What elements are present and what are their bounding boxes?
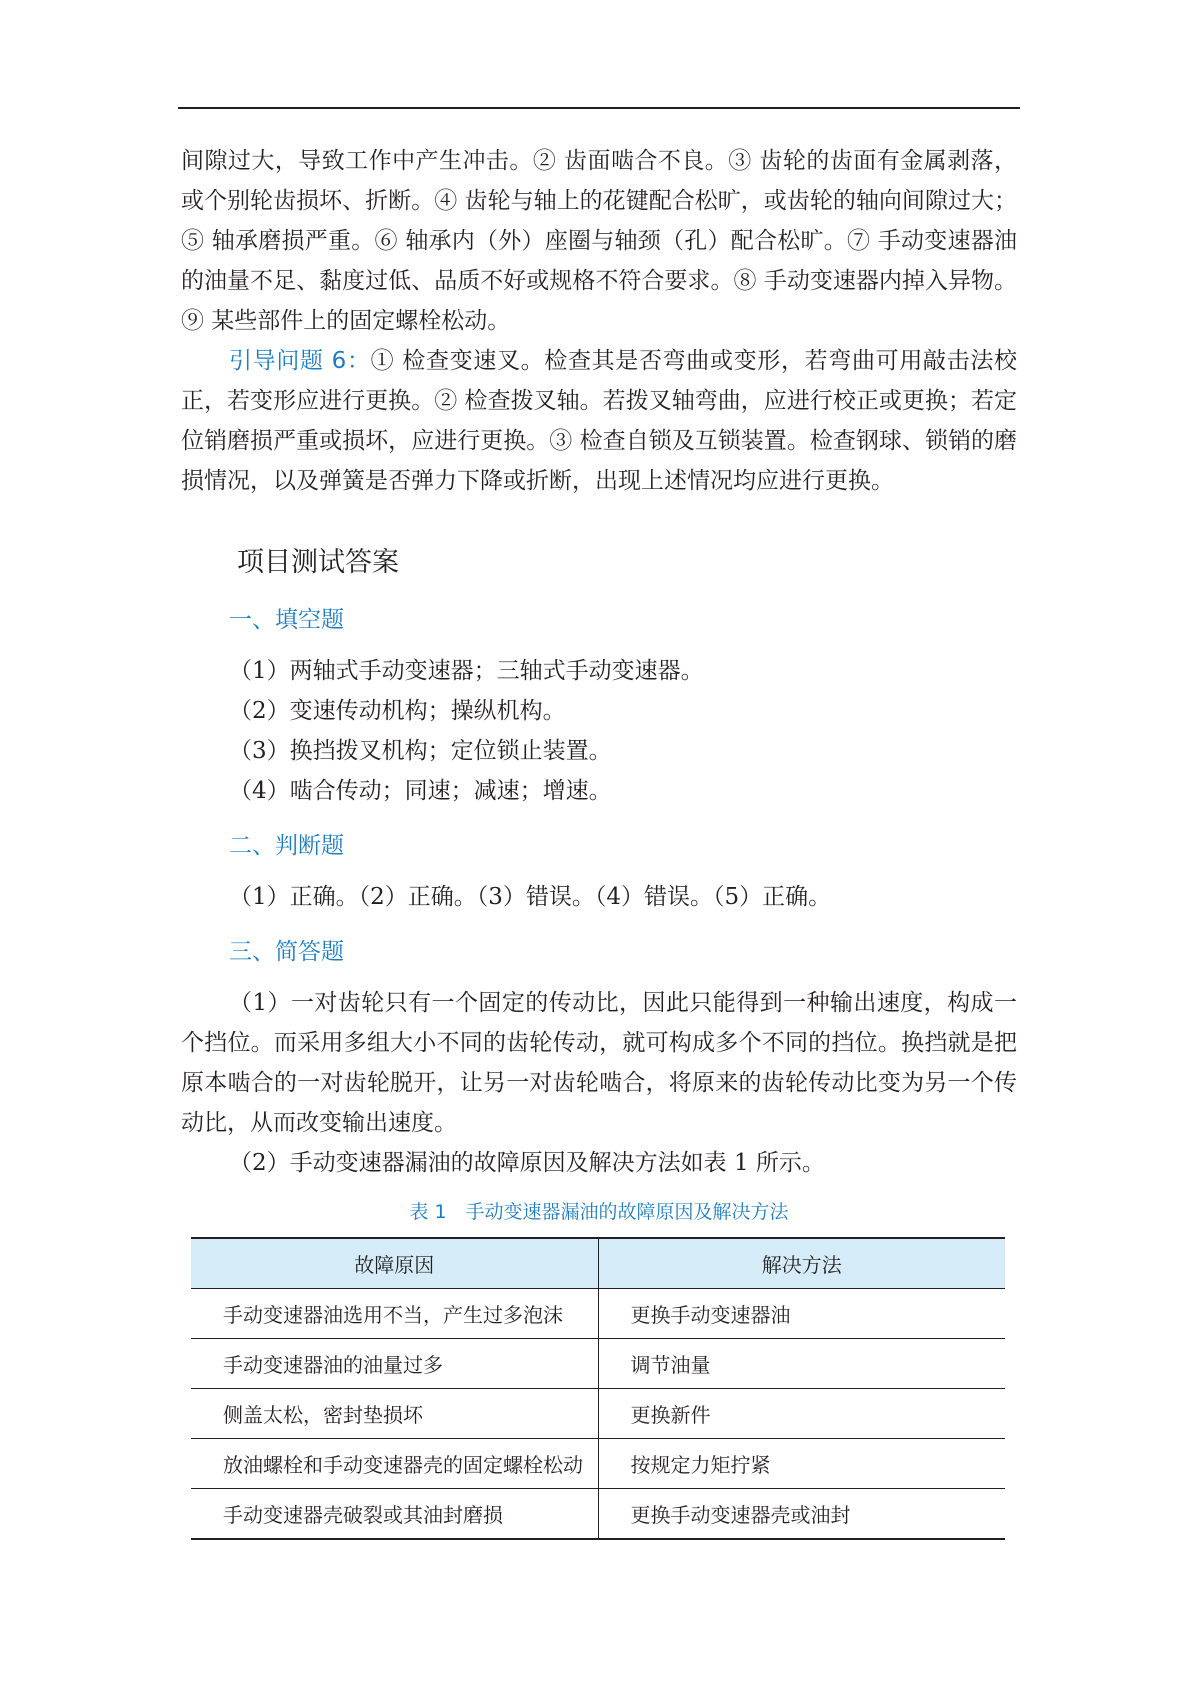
solution-cell: 更换手动变速器油 (598, 1289, 1005, 1339)
header-cause: 故障原因 (191, 1238, 598, 1289)
fill-item: （3）换挡拨叉机构；定位锁止装置。 (229, 738, 612, 764)
cause-cell: 侧盖太松，密封垫损坏 (191, 1389, 598, 1439)
guide-paragraph (181, 341, 1017, 501)
header-rule (178, 107, 1020, 109)
page-content (181, 141, 1017, 1540)
table-row (191, 1489, 1005, 1540)
cause-cell: 手动变速器油的油量过多 (191, 1339, 598, 1389)
table-header-row (191, 1238, 1005, 1289)
solution-cell: 更换手动变速器壳或油封 (598, 1489, 1005, 1540)
solution-cell: 更换新件 (598, 1389, 1005, 1439)
judge-title: 二、判断题 (229, 833, 344, 859)
judge-answers: （1）正确。（2）正确。（3）错误。（4）错误。（5）正确。 (229, 884, 832, 910)
header-solution: 解决方法 (598, 1238, 1005, 1289)
solution-cell: 调节油量 (598, 1339, 1005, 1389)
table-caption: 表 1 手动变速器漏油的故障原因及解决方法 (409, 1201, 789, 1223)
cause-cell: 放油螺栓和手动变速器壳的固定螺栓松动 (191, 1439, 598, 1489)
short-answer-1: （1）一对齿轮只有一个固定的传动比，因此只能得到一种输出速度，构成一个挡位。而采用多组大小不同的齿轮传动，就可构成多个不同的挡位。换挡就是把原本啮合的一对齿轮脱开，让另一对齿轮啮合，将原来的齿轮传动比变为另一个传动比，从而改变输出速度。 (181, 990, 1017, 1136)
short-answer-2: （2）手动变速器漏油的故障原因及解决方法如表 1 所示。 (229, 1150, 825, 1176)
fill-item: （1）两轴式手动变速器；三轴式手动变速器。 (229, 658, 704, 684)
fault-table (191, 1237, 1005, 1540)
fill-item: （2）变速传动机构；操纵机构。 (229, 698, 566, 724)
table-row (191, 1389, 1005, 1439)
solution-cell: 按规定力矩拧紧 (598, 1439, 1005, 1489)
section-title: 项目测试答案 (237, 547, 399, 578)
guide-text: ① 检查变速叉。检查其是否弯曲或变形，若弯曲可用敲击法校正，若变形应进行更换。② 检查拨叉轴。若拨叉轴弯曲，应进行校正或更换；若定位销磨损严重或损坏，应进行更换。③ 检查自锁及互锁装置。检查钢球、锁销的磨损情况，以及弹簧是否弹力下降或折断，出现上述情况均应进行更换。 (181, 348, 1017, 494)
table-row (191, 1339, 1005, 1389)
intro-paragraph: 间隙过大，导致工作中产生冲击。② 齿面啮合不良。③ 齿轮的齿面有金属剥落，或个别轮齿损坏、折断。④ 齿轮与轴上的花键配合松旷，或齿轮的轴向间隙过大；⑤ 轴承磨损严重。⑥ 轴承内（外）座圈与轴颈（孔）配合松旷。⑦ 手动变速器油的油量不足、黏度过低、品质不好或规格不符合要求。⑧ 手动变速器内掉入异物。⑨ 某些部件上的固定螺栓松动。 (181, 148, 1017, 334)
cause-cell: 手动变速器油选用不当，产生过多泡沫 (191, 1289, 598, 1339)
short-title: 三、简答题 (229, 939, 344, 965)
fill-item: （4）啮合传动；同速；减速；增速。 (229, 778, 612, 804)
guide-label: 引导问题 6： (229, 348, 371, 374)
cause-cell: 手动变速器壳破裂或其油封磨损 (191, 1489, 598, 1540)
fill-title: 一、填空题 (229, 607, 344, 633)
table-row (191, 1439, 1005, 1489)
table-row (191, 1289, 1005, 1339)
